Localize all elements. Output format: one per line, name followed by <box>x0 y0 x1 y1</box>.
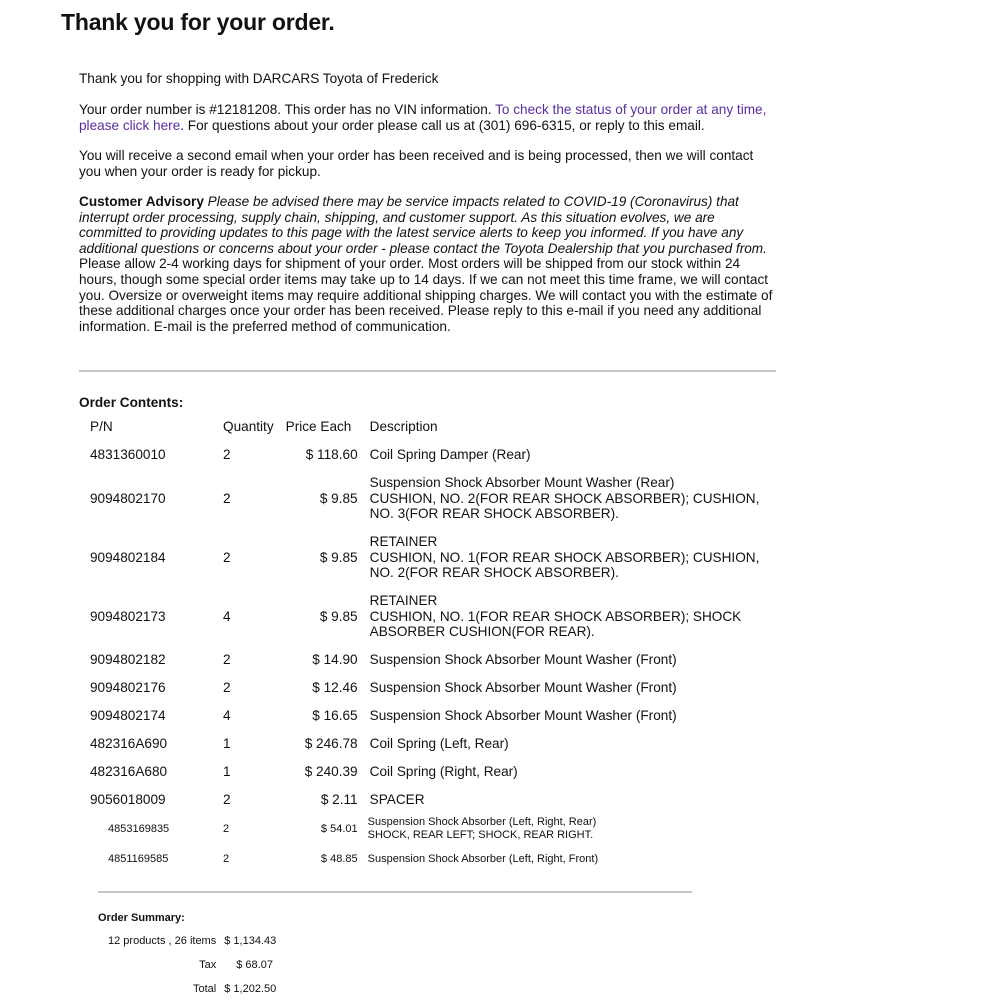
summary-row <box>104 953 280 977</box>
advisory-italic-text: Please be advised there may be service impacts related to COVID-19 (Coronavirus) that interrupt order processing, supply chain, shipping, and customer support. As this situation evolves, we are committed to providing updates to this page with the latest service alerts to keep you informed. If you have any additional questions or concerns about your order - please contact the Toyota Dealership that you purchased from. <box>79 194 767 256</box>
item-price: $ 12.46 <box>312 680 358 696</box>
item-price: $ 9.85 <box>319 490 358 506</box>
item-description-title: Suspension Shock Absorber Mount Washer (Rear) <box>369 475 675 491</box>
products-count: 12 products , 26 items <box>108 935 217 947</box>
tax-value: $ 68.07 <box>236 959 273 971</box>
header-pn: P/N <box>90 419 113 435</box>
item-pn: 9094802176 <box>90 680 166 696</box>
table-row <box>84 702 774 730</box>
item-description: Coil Spring (Right, Rear) <box>369 764 518 780</box>
item-description-title: Suspension Shock Absorber (Left, Right, Rear) <box>367 816 597 828</box>
item-price: $ 48.85 <box>320 852 358 865</box>
item-description: SPACER <box>369 792 425 808</box>
greeting: Thank you for shopping with DARCARS Toyota of Frederick <box>79 71 439 86</box>
item-pn: 9094802182 <box>90 652 166 668</box>
summary-divider <box>98 891 692 893</box>
table-row <box>84 646 774 674</box>
item-pn: 482316A680 <box>90 764 168 780</box>
tax-label: Tax <box>199 959 217 971</box>
item-description-detail: SHOCK, REAR LEFT; SHOCK, REAR RIGHT. <box>367 829 594 841</box>
divider <box>79 370 776 372</box>
order-info-contact: . For questions about your order please call us at (301) 696-6315, or reply to this email. <box>180 117 705 133</box>
item-price: $ 9.85 <box>319 549 358 565</box>
table-row <box>84 814 774 844</box>
order-info-text: Your order number is #12181208. This order has no VIN information. <box>79 102 496 117</box>
item-pn: 4853169835 <box>108 822 170 835</box>
header-quantity: Quantity <box>223 419 274 435</box>
customer-advisory <box>79 194 773 334</box>
item-description-detail: CUSHION, NO. 1(FOR REAR SHOCK ABSORBER); SHOCK ABSORBER CUSHION(FOR REAR). <box>369 608 742 640</box>
item-pn: 9056018009 <box>90 792 166 808</box>
total-value: $ 1,202.50 <box>224 983 277 995</box>
item-price: $ 246.78 <box>304 736 358 752</box>
item-quantity: 2 <box>223 822 230 835</box>
item-pn: 9094802174 <box>90 708 166 724</box>
order-contents-label: Order Contents: <box>79 395 184 410</box>
order-status-link[interactable]: To check the status of your order at any time, please click here <box>79 102 767 133</box>
item-pn: 9094802173 <box>90 608 166 624</box>
item-pn: 4831360010 <box>90 447 166 463</box>
item-price: $ 9.85 <box>319 608 358 624</box>
item-price: $ 118.60 <box>305 447 358 463</box>
item-description-title: RETAINER <box>369 593 438 609</box>
order-summary-label: Order Summary: <box>98 912 185 924</box>
advisory-text: Please allow 2-4 working days for shipment of your order. Most orders will be shipped from our stock within 24 hours, though some special order items may take up to 14 days. If we can not meet this time frame, we will contact you. Oversize or overweight items may require additional shipping charges. We will contact you with the estimate of these additional charges once your order has been received. Please reply to this e-mail if you need any additional information. E-mail is the preferred method of communication. <box>79 256 773 334</box>
item-description <box>364 528 774 587</box>
item-description-detail: CUSHION, NO. 1(FOR REAR SHOCK ABSORBER); CUSHION, NO. 2(FOR REAR SHOCK ABSORBER). <box>369 549 760 581</box>
table-row <box>84 730 774 758</box>
item-description: Coil Spring (Left, Rear) <box>369 736 509 752</box>
item-description: Suspension Shock Absorber Mount Washer (Front) <box>369 652 677 668</box>
table-row <box>84 786 774 814</box>
table-row <box>84 469 774 528</box>
item-description <box>364 587 774 646</box>
table-row <box>84 587 774 646</box>
item-price: $ 2.11 <box>320 792 358 808</box>
total-label: Total <box>192 983 217 995</box>
summary-row <box>104 977 280 1001</box>
item-description: Suspension Shock Absorber Mount Washer (Front) <box>369 708 677 724</box>
item-price: $ 54.01 <box>320 822 358 835</box>
item-quantity: 4 <box>223 608 231 624</box>
item-pn: 4851169585 <box>108 852 169 865</box>
table-row <box>84 674 774 702</box>
item-quantity: 2 <box>223 447 231 463</box>
header-description: Description <box>369 419 438 435</box>
order-contents-table <box>84 413 774 874</box>
table-row <box>84 844 774 874</box>
item-quantity: 2 <box>223 680 231 696</box>
item-description <box>364 814 774 844</box>
item-description: Suspension Shock Absorber (Left, Right, Front) <box>367 852 599 865</box>
item-quantity: 2 <box>223 490 231 506</box>
item-description-detail: CUSHION, NO. 2(FOR REAR SHOCK ABSORBER); CUSHION, NO. 3(FOR REAR SHOCK ABSORBER). <box>369 490 760 522</box>
item-description: Suspension Shock Absorber Mount Washer (Front) <box>369 680 677 696</box>
advisory-label: Customer Advisory <box>79 194 204 209</box>
item-pn: 482316A690 <box>90 736 168 752</box>
subtotal-value: $ 1,134.43 <box>224 935 277 947</box>
second-email-notice: You will receive a second email when your order has been received and is being processed, then we will contact you when your order is ready for pickup. <box>79 148 754 179</box>
item-quantity: 1 <box>223 736 231 752</box>
item-pn: 9094802184 <box>90 549 166 565</box>
table-row <box>84 528 774 587</box>
item-quantity: 2 <box>223 652 231 668</box>
item-description: Coil Spring Damper (Rear) <box>369 447 531 463</box>
table-header-row <box>84 413 774 441</box>
order-summary-table <box>104 929 280 1001</box>
item-pn: 9094802170 <box>90 490 166 506</box>
item-price: $ 14.90 <box>312 652 358 668</box>
item-description-title: RETAINER <box>369 534 438 550</box>
summary-row <box>104 929 280 953</box>
item-quantity: 1 <box>223 764 231 780</box>
item-price: $ 16.65 <box>312 708 358 724</box>
item-price: $ 240.39 <box>304 764 358 780</box>
header-price-each: Price Each <box>285 419 352 435</box>
table-row <box>84 441 774 469</box>
item-quantity: 2 <box>223 792 231 808</box>
item-description <box>364 469 774 528</box>
item-quantity: 2 <box>223 549 231 565</box>
item-quantity: 4 <box>223 708 231 724</box>
item-quantity: 2 <box>223 852 230 865</box>
page-title: Thank you for your order. <box>61 9 335 35</box>
order-info <box>79 102 773 133</box>
table-row <box>84 758 774 786</box>
